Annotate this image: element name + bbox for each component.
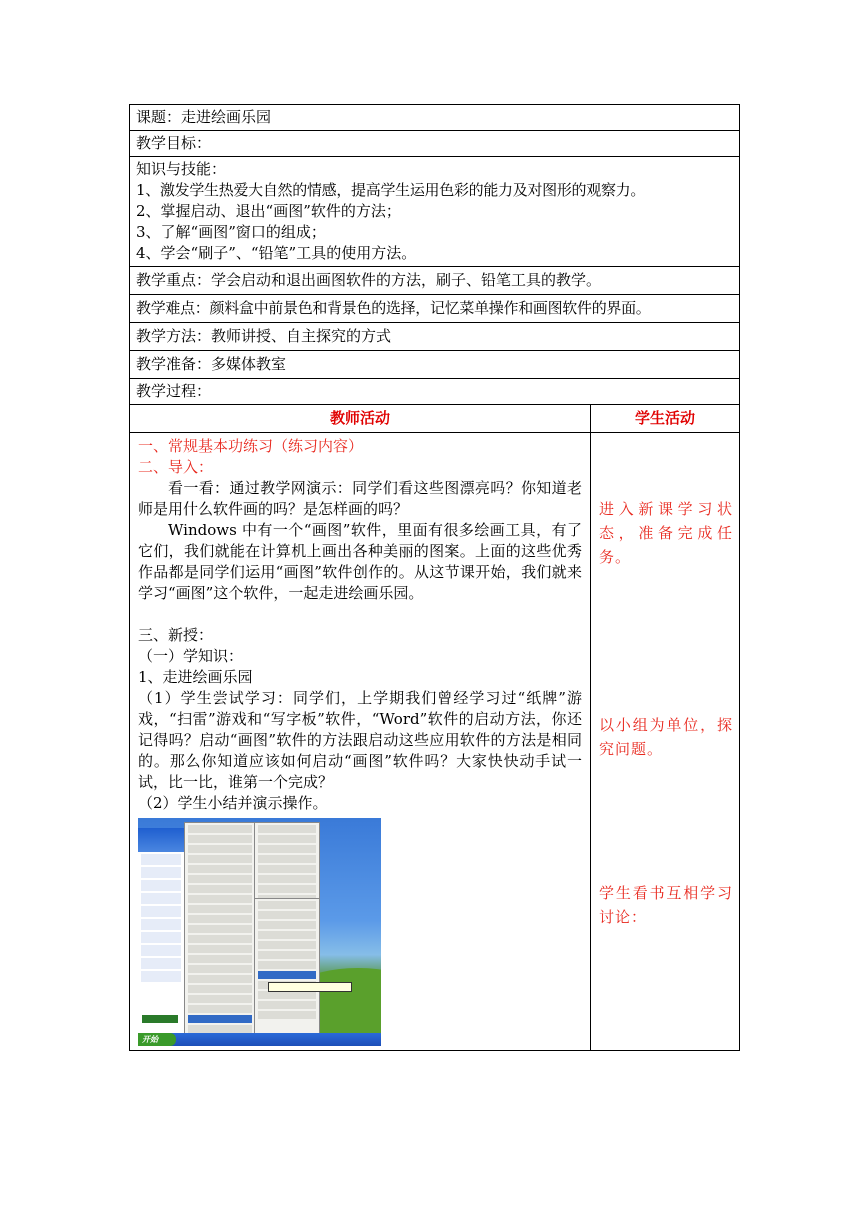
teacher-activity-header: 教师活动 <box>130 405 591 433</box>
student-note: 以小组为单位，探究问题。 <box>599 716 734 758</box>
accessories-menu <box>254 898 320 1040</box>
paragraph: 看一看：通过教学网演示：同学们看这些图漂亮吗？你知道老师是用什么软件画的吗？是怎样画的吗？ <box>138 479 582 518</box>
student-note: 进入新课学习状态，准备完成任务。 <box>599 500 734 566</box>
knowledge-line: 1、激发学生热爱大自然的情感，提高学生运用色彩的能力及对图形的观察力。 <box>136 181 646 199</box>
tooltip <box>268 982 352 992</box>
title-row: 课题：走进绘画乐园 <box>130 105 740 131</box>
paragraph: （2）学生小结并演示操作。 <box>138 794 328 812</box>
difficulties-row: 教学难点：颜料盒中前景色和背景色的选择，记忆菜单操作和画图软件的界面。 <box>130 295 740 323</box>
knowledge-line: 知识与技能： <box>136 160 227 178</box>
programs-menu <box>184 822 256 1044</box>
knowledge-skills <box>130 157 740 267</box>
lesson-plan <box>129 104 739 1051</box>
teacher-activity-cell <box>130 433 591 1051</box>
student-activity-header: 学生活动 <box>591 405 740 433</box>
start-button: 开始 <box>138 1033 176 1046</box>
knowledge-line: 2、掌握启动、退出“画图”软件的方法； <box>136 202 401 220</box>
paragraph: Windows 中有一个“画图”软件，里面有很多绘画工具，有了它们，我们就能在计算机上画出各种美丽的图案。上面的这些优秀作品都是同学们运用“画图”软件创作的。从这节课开始，我们就来学习“画图”这个软件，一起走进绘画乐园。 <box>138 521 582 602</box>
knowledge-line: 3、了解“画图”窗口的组成； <box>136 223 326 241</box>
student-note: 学生看书互相学习讨论： <box>599 884 734 926</box>
preparation-row: 教学准备：多媒体教室 <box>130 351 740 379</box>
start-menu-screenshot <box>138 818 381 1046</box>
process-row: 教学过程： <box>130 379 740 405</box>
section-heading: 一、常规基本功练习（练习内容） <box>138 437 364 455</box>
subsection-heading: （一）学知识： <box>138 647 244 665</box>
goals-label: 教学目标： <box>130 131 740 157</box>
subsection-heading: 1、走进绘画乐园 <box>138 668 253 686</box>
paragraph: （1）学生尝试学习：同学们，上学期我们曾经学习过“纸牌”游戏，“扫雷”游戏和“写字板”软件，“Word”软件的启动方法，你还记得吗？启动“画图”软件的方法跟启动这些应用软件的方法是相同的。那么你知道应该如何启动“画图”软件吗？大家快快动手试一试，比一比，谁第一个完成？ <box>138 689 582 791</box>
section-heading: 三、新授： <box>138 626 214 644</box>
knowledge-line: 4、学会“刷子”、“铅笔”工具的使用方法。 <box>136 244 417 262</box>
student-activity-cell <box>591 433 740 1051</box>
section-heading: 二、导入： <box>138 458 214 476</box>
lesson-table <box>129 104 740 1051</box>
start-menu <box>138 828 185 1033</box>
key-points-row: 教学重点：学会启动和退出画图软件的方法，刷子、铅笔工具的教学。 <box>130 267 740 295</box>
methods-row: 教学方法：教师讲授、自主探究的方式 <box>130 323 740 351</box>
